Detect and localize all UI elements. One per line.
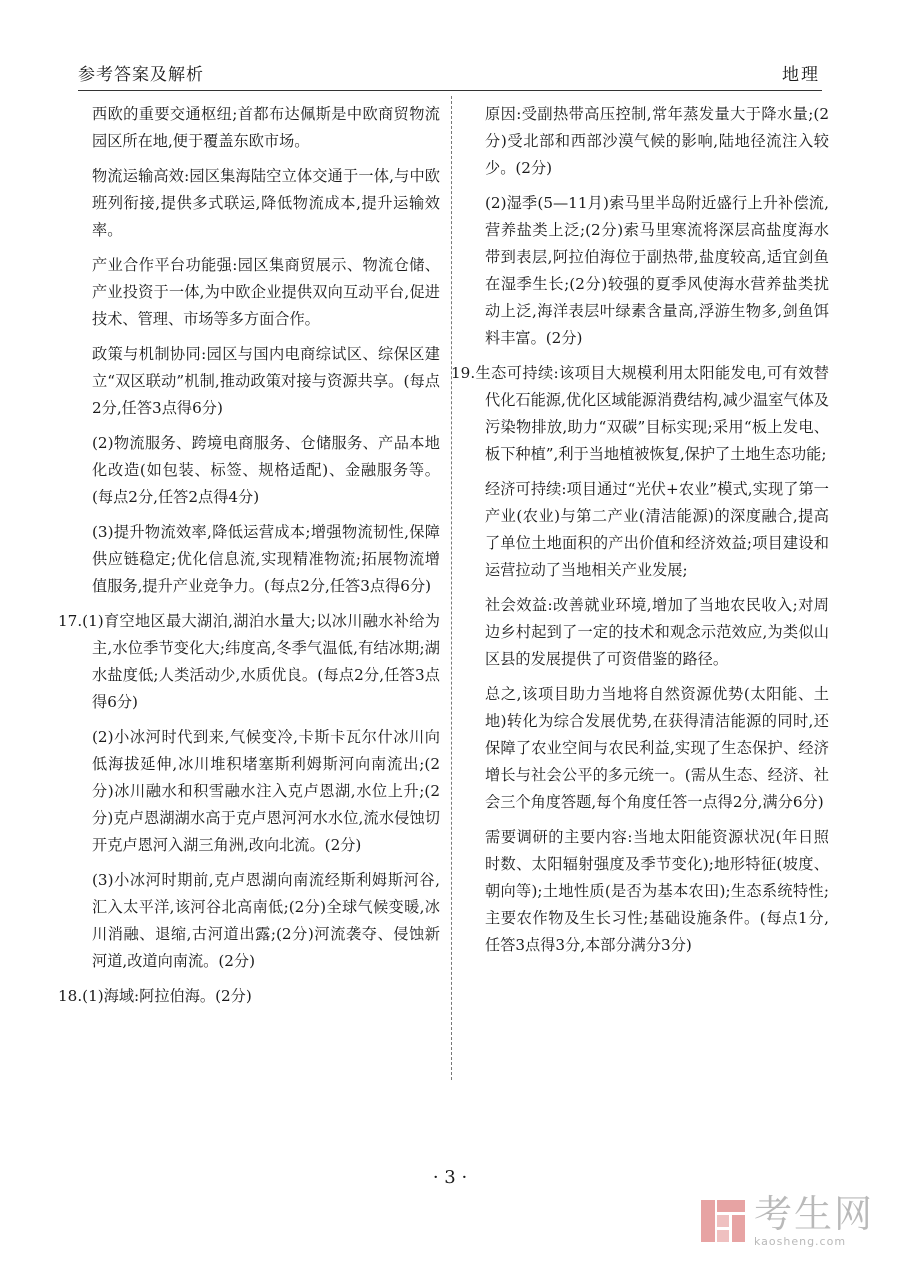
right-column <box>451 101 829 967</box>
header-title: 参考答案及解析 <box>78 65 204 85</box>
paragraph: 经济可持续:项目通过“光伏+农业”模式,实现了第一产业(农业)与第二产业(清洁能源)的深度融合,提高了单位土地面积的产出价值和经济效益;项目建设和运营拉动了当地相关产业发展; <box>485 480 829 579</box>
paragraph: 需要调研的主要内容:当地太阳能资源状况(年日照时数、太阳辐射强度及季节变化);地形特征(坡度、朝向等);土地性质(是否为基本农田);生态系统特性;主要农作物及生长习性;基础设施条件。(每点1分,任答3点得3分,本部分满分3分) <box>485 828 829 954</box>
paragraph: 总之,该项目助力当地将自然资源优势(太阳能、土地)转化为综合发展优势,在获得清洁能源的同时,还保障了农业空间与农民利益,实现了生态保护、经济增长与社会公平的多元统一。(需从生态、经济、社会三个角度答题,每个角度任答一点得2分,满分6分) <box>485 685 829 811</box>
left-column <box>58 101 440 1018</box>
question-18-part-1: 18.(1)海域:阿拉伯海。(2分) <box>58 987 252 1005</box>
page-number: · 3 · <box>432 1167 468 1188</box>
paragraph: 原因:受副热带高压控制,常年蒸发量大于降水量;(2分)受北部和西部沙漠气候的影响,陆地径流注入较少。(2分) <box>485 105 829 177</box>
question-17-part-3: (3)小冰河时期前,克卢恩湖向南流经斯利姆斯河谷,汇入太平洋,该河谷北高南低;(2分)全球气候变暖,冰川消融、退缩,古河道出露;(2分)河流袭夺、侵蚀新河道,改道向南流。(2分) <box>92 871 440 970</box>
paragraph: 物流运输高效:园区集海陆空立体交通于一体,与中欧班列衔接,提供多式联运,降低物流成本,提升运输效率。 <box>92 167 440 239</box>
question-18-part-2: (2)湿季(5—11月)索马里半岛附近盛行上升补偿流,营养盐类上泛;(2分)索马里寒流将深层高盐度海水带到表层,阿拉伯海位于副热带,盐度较高,适宜剑鱼在湿季生长;(2分)较强的夏季风使海水营养盐类扰动上泛,海洋表层叶绿素含量高,浮游生物多,剑鱼饵料丰富。(2分) <box>485 194 829 347</box>
header-rule <box>78 90 822 91</box>
question-17-part-2: (2)小冰河时代到来,气候变冷,卡斯卡瓦尔什冰川向低海拔延伸,冰川堆积堵塞斯利姆斯河向南流出;(2分)冰川融水和积雪融水注入克卢恩湖,水位上升;(2分)克卢恩湖湖水高于克卢恩河河水水位,流水侵蚀切开克卢恩河入湖三角洲,改向北流。(2分) <box>92 728 440 854</box>
paragraph: 政策与机制协同:园区与国内电商综试区、综保区建立“双区联动”机制,推动政策对接与资源共享。(每点2分,任答3点得6分) <box>92 345 440 417</box>
paragraph: (3)提升物流效率,降低运营成本;增强物流韧性,保障供应链稳定;优化信息流,实现精准物流;拓展物流增值服务,提升产业竞争力。(每点2分,任答3点得6分) <box>92 523 440 595</box>
paragraph: 西欧的重要交通枢纽;首都布达佩斯是中欧商贸物流园区所在地,便于覆盖东欧市场。 <box>92 105 440 150</box>
watermark <box>698 1192 874 1248</box>
watermark-url: kaosheng.com <box>753 1235 847 1248</box>
kaosheng-logo-icon <box>698 1196 748 1246</box>
column-divider <box>451 96 452 1080</box>
question-19: 19.生态可持续:该项目大规模利用太阳能发电,可有效替代化石能源,优化区域能源消费结构,减少温室气体及污染物排放,助力“双碳”目标实现;采用“板上发电、板下种植”,利于当地植被恢复,保护了土地生态功能; <box>451 364 829 463</box>
question-17-part-1: 17.(1)育空地区最大湖泊,湖泊水量大;以冰川融水补给为主,水位季节变化大;纬度高,冬季气温低,有结冰期;湖水盐度低;人类活动少,水质优良。(每点2分,任答3点得6分) <box>58 612 440 711</box>
paragraph: (2)物流服务、跨境电商服务、仓储服务、产品本地化改造(如包装、标签、规格适配)、金融服务等。(每点2分,任答2点得4分) <box>92 434 440 506</box>
paragraph: 产业合作平台功能强:园区集商贸展示、物流仓储、产业投资于一体,为中欧企业提供双向互动平台,促进技术、管理、市场等多方面合作。 <box>92 256 440 328</box>
header-subject: 地理 <box>782 65 820 85</box>
paragraph: 社会效益:改善就业环境,增加了当地农民收入;对周边乡村起到了一定的技术和观念示范效应,为类似山区县的发展提供了可资借鉴的路径。 <box>485 596 829 668</box>
watermark-title: 考生网 <box>753 1192 874 1236</box>
